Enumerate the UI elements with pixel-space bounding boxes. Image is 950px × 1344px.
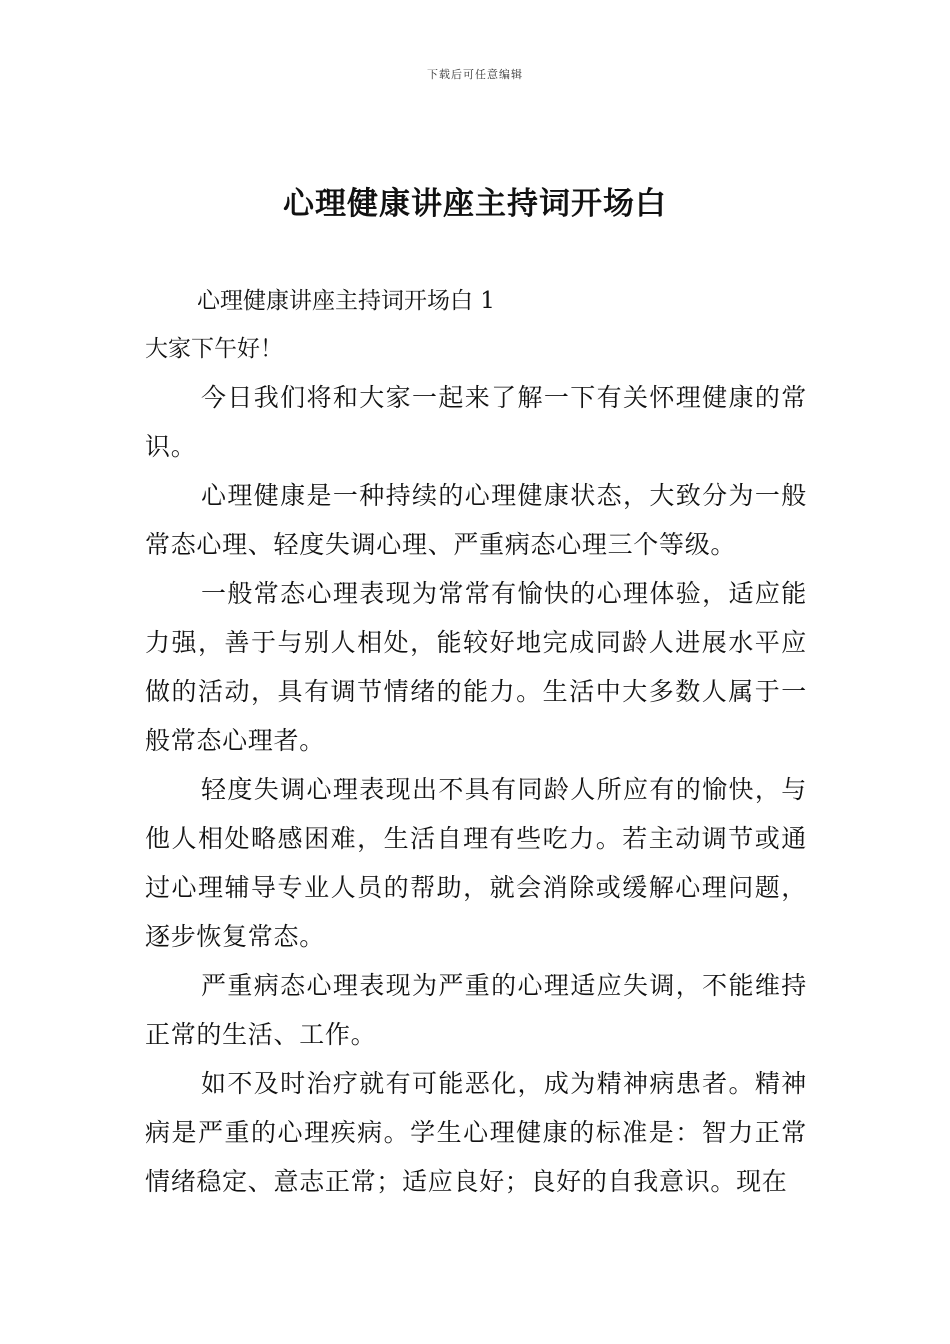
paragraph-severe-disorder: 严重病态心理表现为严重的心理适应失调，不能维持正常的生活、工作。 [145, 971, 807, 1049]
paragraph-standards: 如不及时治疗就有可能恶化，成为精神病患者。精神病是严重的心理疾病。学生心理健康的标准是：智力正常情绪稳定、意志正常；适应良好；良好的自我意识。现在 [145, 1069, 807, 1196]
greeting-line: 大家下午好！ [145, 336, 283, 362]
section-heading: 心理健康讲座主持词开场白 1 [197, 288, 495, 314]
paragraph-definition: 心理健康是一种持续的心理健康状态，大致分为一般常态心理、轻度失调心理、严重病态心理三个等级。 [145, 481, 807, 559]
paragraph-normal-state: 一般常态心理表现为常常有愉快的心理体验，适应能力强，善于与别人相处，能较好地完成同龄人进展水平应做的活动，具有调节情绪的能力。生活中大多数人属于一般常态心理者。 [145, 579, 807, 755]
paragraph-mild-disorder: 轻度失调心理表现出不具有同龄人所应有的愉快，与他人相处略感困难，生活自理有些吃力。若主动调节或通过心理辅导专业人员的帮助，就会消除或缓解心理问题，逐步恢复常态。 [145, 775, 807, 951]
document-body [145, 277, 807, 1206]
document-title: 心理健康讲座主持词开场白 [283, 186, 667, 222]
paragraph-intro: 今日我们将和大家一起来了解一下有关怀理健康的常识。 [145, 383, 807, 461]
header-note: 下载后可任意编辑 [427, 68, 523, 81]
